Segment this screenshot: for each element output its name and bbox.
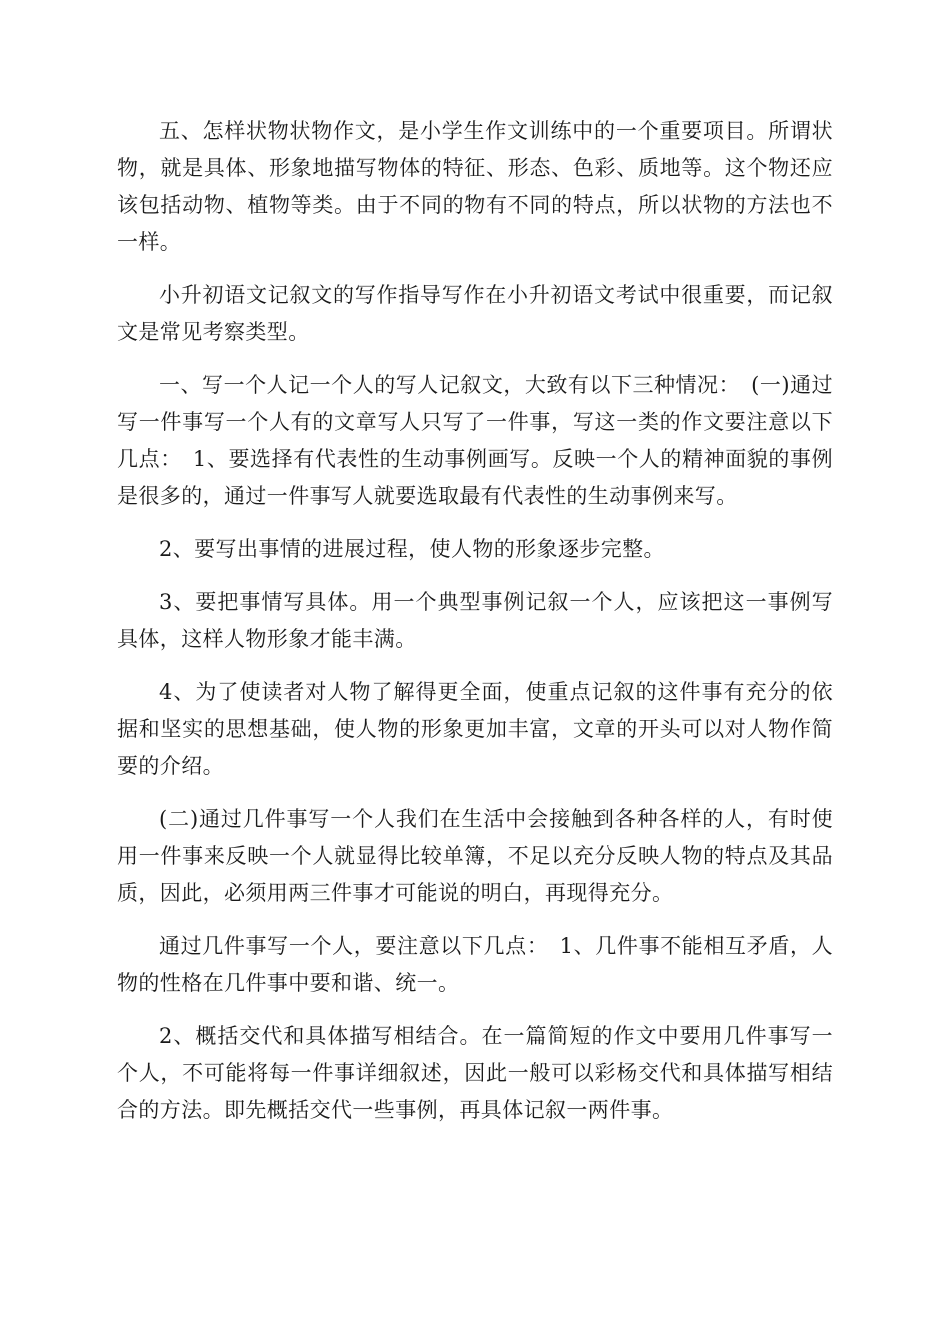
paragraph: 3、要把事情写具体。用一个典型事例记叙一个人，应该把这一事例写具体，这样人物形象才能丰满。: [117, 590, 833, 651]
paragraph: 一、写一个人记一个人的写人记叙文，大致有以下三种情况： (一)通过写一件事写一个人有的文章写人只写了一件事，写这一类的作文要注意以下几点： 1、要选择有代表性的生动事例画写。反映一个人的精神面貌的事例是很多的，通过一件事写人就要选取最有代表性的生动事例来写。: [117, 373, 833, 508]
document-body: [117, 113, 833, 1145]
paragraph: 4、为了使读者对人物了解得更全面，使重点记叙的这件事有充分的依据和坚实的思想基础，使人物的形象更加丰富，文章的开头可以对人物作简要的介绍。: [117, 680, 833, 778]
paragraph: 2、概括交代和具体描写相结合。在一篇简短的作文中要用几件事写一个人，不可能将每一件事详细叙述，因此一般可以彩杨交代和具体描写相结合的方法。即先概括交代一些事例，再具体记叙一两件事。: [117, 1024, 833, 1122]
paragraph: (二)通过几件事写一个人我们在生活中会接触到各种各样的人，有时使用一件事来反映一个人就显得比较单簿，不足以充分反映人物的特点及其品质，因此，必须用两三件事才可能说的明白，再现得充分。: [117, 807, 833, 905]
paragraph: 小升初语文记叙文的写作指导写作在小升初语文考试中很重要，而记叙文是常见考察类型。: [117, 283, 833, 344]
paragraph: 五、怎样状物状物作文，是小学生作文训练中的一个重要项目。所谓状物，就是具体、形象地描写物体的特征、形态、色彩、质地等。这个物还应该包括动物、植物等类。由于不同的物有不同的特点，所以状物的方法也不一样。: [117, 119, 833, 254]
paragraph: 通过几件事写一个人，要注意以下几点： 1、几件事不能相互矛盾，人物的性格在几件事中要和谐、统一。: [117, 934, 833, 995]
paragraph: 2、要写出事情的进展过程，使人物的形象逐步完整。: [159, 537, 665, 561]
